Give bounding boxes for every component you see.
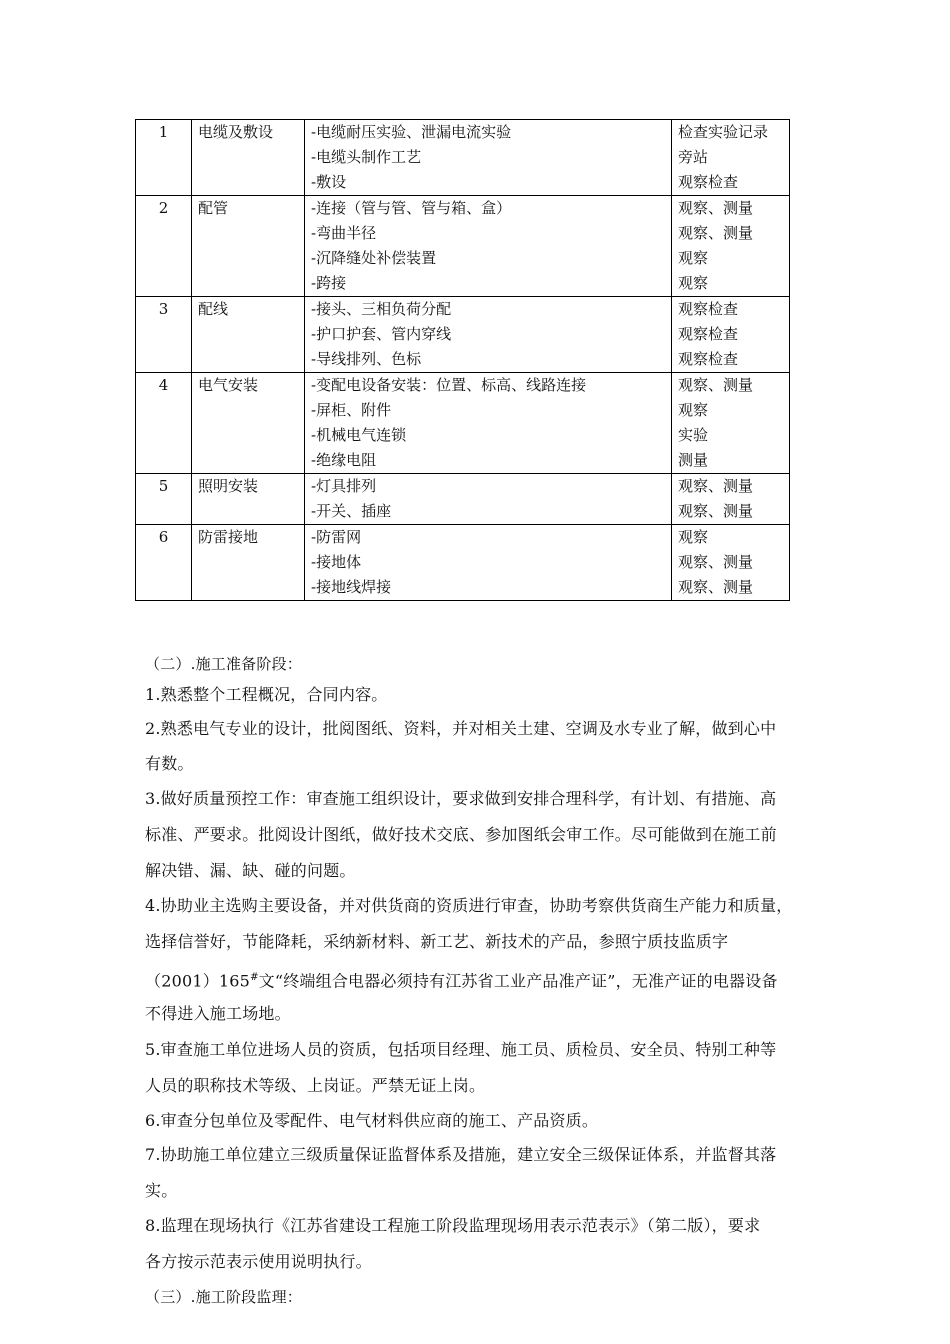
paragraph-line: 人员的职称技术等级、上岗证。严禁无证上岗。: [145, 1076, 486, 1095]
inspection-method: 观察检查: [678, 325, 739, 343]
paragraph-line: 6.审查分包单位及零配件、电气材料供应商的施工、产品资质。: [145, 1111, 599, 1130]
item-category: 防雷接地: [192, 525, 305, 601]
inspection-item: -接地体: [311, 553, 362, 571]
paragraph-line: 实。: [145, 1181, 178, 1200]
inspection-method: 实验: [678, 426, 709, 444]
inspection-item: -电缆头制作工艺: [311, 148, 422, 166]
row-number: 1: [136, 120, 192, 196]
inspection-item: -敷设: [311, 173, 347, 191]
inspection-table-body: [136, 120, 790, 601]
item-category: 配线: [192, 297, 305, 373]
section-heading: （二）.施工准备阶段：: [145, 655, 302, 673]
inspection-table: [135, 119, 790, 601]
row-number: 3: [136, 297, 192, 373]
paragraph-line: [145, 960, 820, 999]
inspection-item: -电缆耐压实验、泄漏电流实验: [311, 123, 512, 141]
paragraph-line: 5.审查施工单位进场人员的资质，包括项目经理、施工员、质检员、安全员、特别工种等: [145, 1040, 777, 1059]
inspection-item: -防雷网: [311, 528, 362, 546]
section-heading: （三）.施工阶段监理：: [145, 1288, 302, 1306]
paragraph-line: 2.熟悉电气专业的设计，批阅图纸、资料，并对相关土建、空调及水专业了解，做到心中: [145, 719, 777, 738]
inspection-methods: [672, 525, 790, 601]
inspection-items: [305, 196, 672, 297]
inspection-method: 观察检查: [678, 300, 739, 318]
inspection-method: 观察: [678, 249, 709, 267]
paragraph-line: 1.熟悉整个工程概况，合同内容。: [145, 685, 388, 704]
inspection-method: 观察: [678, 528, 709, 546]
paragraph-line: 7.协助施工单位建立三级质量保证监督体系及措施，建立安全三级保证体系，并监督其落: [145, 1145, 777, 1164]
paragraph-line: 8.监理在现场执行《江苏省建设工程施工阶段监理现场用表示范表示》（第二版），要求: [145, 1216, 761, 1235]
inspection-item: -沉降缝处补偿装置: [311, 249, 437, 267]
item-category: 电气安装: [192, 373, 305, 474]
paragraph-line: 不得进入施工场地。: [145, 1004, 291, 1023]
paragraph-line: 各方按示范表示使用说明执行。: [145, 1252, 372, 1271]
paragraph-line: 选择信誉好，节能降耗，采纳新材料、新工艺、新技术的产品，参照宁质技监质字: [145, 932, 729, 951]
inspection-method: 观察、测量: [678, 578, 754, 596]
inspection-item: -灯具排列: [311, 477, 377, 495]
table-row: [136, 373, 790, 474]
inspection-method: 观察: [678, 401, 709, 419]
item-category: 照明安装: [192, 474, 305, 525]
inspection-items: [305, 373, 672, 474]
inspection-method: 观察、测量: [678, 376, 754, 394]
inspection-method: 观察、测量: [678, 477, 754, 495]
inspection-item: -导线排列、色标: [311, 350, 422, 368]
inspection-methods: [672, 120, 790, 196]
row-number: 5: [136, 474, 192, 525]
inspection-method: 观察、测量: [678, 553, 754, 571]
inspection-items: [305, 474, 672, 525]
inspection-method: 观察检查: [678, 350, 739, 368]
inspection-items: [305, 297, 672, 373]
paragraph-line: 3.做好质量预控工作：审查施工组织设计，要求做到安排合理科学，有计划、有措施、高: [145, 789, 777, 808]
inspection-item: -绝缘电阻: [311, 451, 377, 469]
paragraph-line: 有数。: [145, 754, 194, 773]
inspection-item: -连接（管与管、管与箱、盒）: [311, 199, 512, 217]
inspection-item: -接头、三相负荷分配: [311, 300, 452, 318]
table-row: [136, 196, 790, 297]
table-row: [136, 297, 790, 373]
paragraph-line: 解决错、漏、缺、碰的问题。: [145, 861, 356, 880]
row-number: 6: [136, 525, 192, 601]
inspection-method: 观察、测量: [678, 199, 754, 217]
inspection-item: -变配电设备安装：位置、标高、线路连接: [311, 376, 587, 394]
inspection-item: -接地线焊接: [311, 578, 392, 596]
inspection-item: -开关、插座: [311, 502, 392, 520]
inspection-method: 观察: [678, 274, 709, 292]
inspection-method: 观察检查: [678, 173, 739, 191]
inspection-items: [305, 120, 672, 196]
inspection-methods: [672, 196, 790, 297]
text-run: 文“终端组合电器必须持有江苏省工业产品准产证”，无准产证的电器设备: [258, 971, 778, 991]
inspection-method: 观察、测量: [678, 502, 754, 520]
item-category: 电缆及敷设: [192, 120, 305, 196]
inspection-method: 测量: [678, 451, 709, 469]
inspection-method: 观察、测量: [678, 224, 754, 242]
inspection-item: -跨接: [311, 274, 347, 292]
inspection-item: -屏柜、附件: [311, 401, 392, 419]
superscript-mark: #: [250, 972, 259, 983]
table-row: [136, 525, 790, 601]
table-row: [136, 474, 790, 525]
table-row: [136, 120, 790, 196]
inspection-method: 检查实验记录: [678, 123, 769, 141]
item-category: 配管: [192, 196, 305, 297]
inspection-methods: [672, 474, 790, 525]
inspection-methods: [672, 373, 790, 474]
text-run: （2001）165: [145, 971, 251, 991]
inspection-item: -护口护套、管内穿线: [311, 325, 452, 343]
inspection-methods: [672, 297, 790, 373]
inspection-method: 旁站: [678, 148, 709, 166]
inspection-item: -弯曲半径: [311, 224, 377, 242]
row-number: 2: [136, 196, 192, 297]
inspection-item: -机械电气连锁: [311, 426, 407, 444]
paragraph-line: 4.协助业主选购主要设备，并对供货商的资质进行审查，协助考察供货商生产能力和质量，: [145, 896, 793, 915]
row-number: 4: [136, 373, 192, 474]
paragraph-line: 标准、严要求。批阅设计图纸，做好技术交底、参加图纸会审工作。尽可能做到在施工前: [145, 825, 777, 844]
inspection-items: [305, 525, 672, 601]
